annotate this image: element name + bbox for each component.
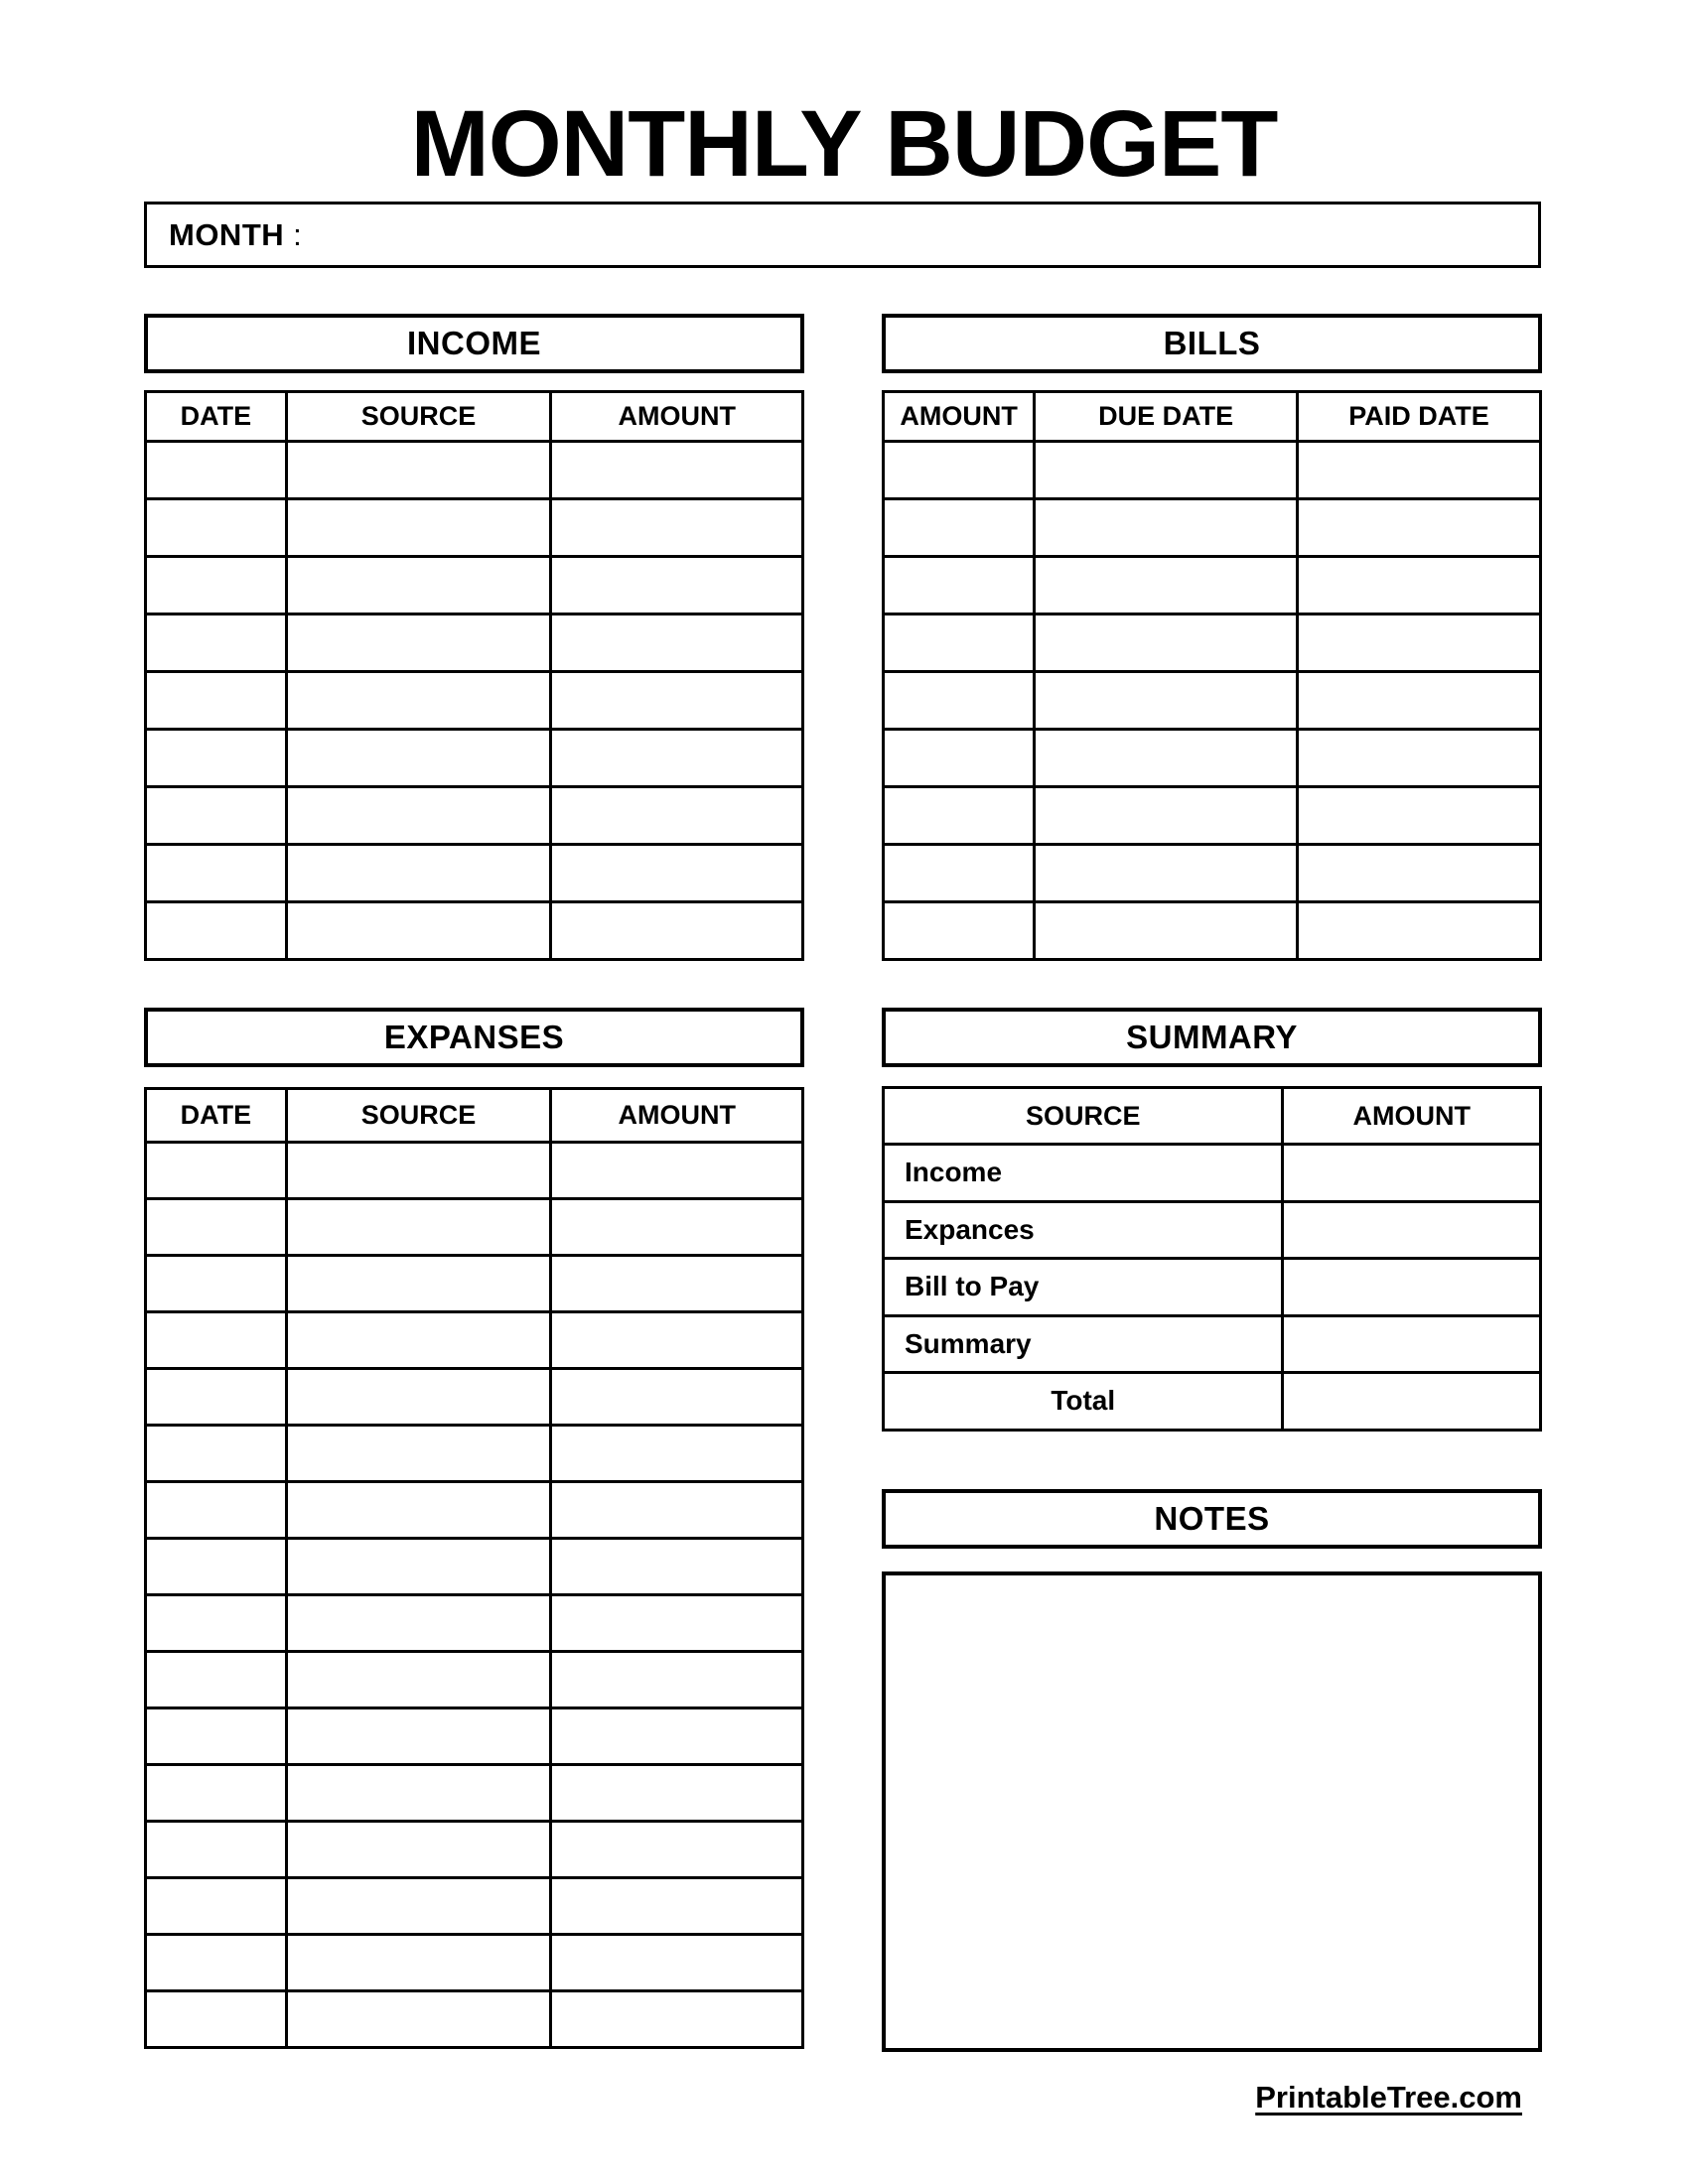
empty-cell [1298,730,1541,787]
bills-title: BILLS [882,314,1542,373]
empty-cell [146,1991,287,2048]
summary-amount-cell [1283,1315,1541,1373]
empty-cell [884,902,1035,960]
bills-col-due-date: DUE DATE [1035,392,1298,442]
expanses-col-date: DATE [146,1089,287,1143]
expanses-table-body [146,1143,803,2048]
empty-row [884,557,1541,614]
empty-cell [286,1991,551,2048]
summary-col-source: SOURCE [884,1088,1283,1145]
bills-table [882,390,1542,961]
income-col-source: SOURCE [286,392,551,442]
footer-website-link[interactable]: PrintableTree.com [1255,2080,1522,2115]
empty-row [146,1539,803,1595]
empty-cell [1035,614,1298,672]
summary-label-bill-to-pay: Bill to Pay [884,1259,1283,1316]
bills-header-row [884,392,1541,442]
income-col-amount: AMOUNT [551,392,803,442]
empty-cell [551,1878,803,1935]
empty-cell [146,1765,287,1822]
empty-cell [551,442,803,499]
content-grid [144,314,1542,2052]
empty-row [884,672,1541,730]
empty-cell [1298,499,1541,557]
empty-cell [286,1539,551,1595]
empty-row [146,1822,803,1878]
empty-row [884,902,1541,960]
empty-cell [286,614,551,672]
empty-cell [551,1991,803,2048]
empty-cell [146,1256,287,1312]
empty-row [146,1595,803,1652]
bills-col-paid-date: PAID DATE [1298,392,1541,442]
empty-row [146,902,803,960]
empty-cell [146,730,287,787]
empty-cell [551,845,803,902]
empty-row [146,557,803,614]
empty-cell [1298,902,1541,960]
notes-section [882,1489,1542,2052]
empty-cell [551,1482,803,1539]
summary-table-head [884,1088,1541,1145]
empty-cell [884,499,1035,557]
empty-cell [146,845,287,902]
summary-total-amount-cell [1283,1373,1541,1431]
empty-cell [884,672,1035,730]
empty-cell [1298,614,1541,672]
empty-row [146,845,803,902]
empty-cell [551,1256,803,1312]
notes-title: NOTES [882,1489,1542,1549]
expanses-table-head [146,1089,803,1143]
empty-row [146,1652,803,1708]
empty-cell [286,730,551,787]
empty-cell [551,1935,803,1991]
empty-cell [286,557,551,614]
empty-cell [146,1199,287,1256]
empty-cell [551,1708,803,1765]
empty-cell [146,1539,287,1595]
summary-table-body [884,1145,1541,1431]
summary-amount-cell [1283,1259,1541,1316]
summary-label-income: Income [884,1145,1283,1202]
month-field [144,202,1541,268]
empty-cell [551,1199,803,1256]
empty-cell [286,1256,551,1312]
summary-amount-cell [1283,1145,1541,1202]
empty-cell [1298,787,1541,845]
summary-section [882,1008,1542,1432]
summary-row-bill-to-pay [884,1259,1541,1316]
empty-row [884,442,1541,499]
summary-table [882,1086,1542,1432]
empty-cell [1035,442,1298,499]
empty-row [146,1426,803,1482]
summary-amount-cell [1283,1201,1541,1259]
empty-cell [146,1708,287,1765]
summary-total-label: Total [884,1373,1283,1431]
expanses-section [144,1008,804,2049]
empty-cell [551,672,803,730]
empty-cell [551,1652,803,1708]
right-column [882,314,1542,2052]
empty-row [146,1256,803,1312]
empty-row [146,1482,803,1539]
empty-row [146,1878,803,1935]
empty-cell [884,557,1035,614]
empty-cell [146,1369,287,1426]
empty-row [884,730,1541,787]
empty-cell [146,1143,287,1199]
empty-row [884,787,1541,845]
empty-row [146,1765,803,1822]
empty-cell [146,787,287,845]
empty-row [146,1199,803,1256]
month-label: MONTH [169,216,285,252]
income-title: INCOME [144,314,804,373]
empty-row [146,1143,803,1199]
summary-title: SUMMARY [882,1008,1542,1067]
empty-row [884,845,1541,902]
bills-col-amount: AMOUNT [884,392,1035,442]
empty-cell [286,902,551,960]
empty-cell [146,1312,287,1369]
empty-cell [1298,845,1541,902]
empty-cell [146,557,287,614]
empty-row [146,442,803,499]
empty-row [146,1312,803,1369]
expanses-header-row [146,1089,803,1143]
empty-row [146,1991,803,2048]
empty-row [146,787,803,845]
empty-cell [286,499,551,557]
income-header-row [146,392,803,442]
empty-cell [146,1878,287,1935]
empty-cell [286,787,551,845]
empty-cell [551,557,803,614]
income-table-head [146,392,803,442]
notes-box [882,1571,1542,2052]
empty-cell [286,1143,551,1199]
empty-cell [1298,557,1541,614]
bills-section [882,314,1542,961]
expanses-col-amount: AMOUNT [551,1089,803,1143]
empty-cell [146,499,287,557]
empty-row [146,1708,803,1765]
summary-total-row [884,1373,1541,1431]
empty-cell [884,730,1035,787]
empty-cell [286,1426,551,1482]
empty-row [146,499,803,557]
empty-cell [884,787,1035,845]
empty-cell [884,442,1035,499]
expanses-title: EXPANSES [144,1008,804,1067]
empty-cell [551,1822,803,1878]
empty-cell [146,1652,287,1708]
empty-cell [146,1482,287,1539]
empty-cell [146,614,287,672]
empty-cell [286,1482,551,1539]
empty-cell [1298,672,1541,730]
empty-row [146,672,803,730]
empty-row [146,730,803,787]
empty-cell [146,1935,287,1991]
empty-cell [286,1595,551,1652]
income-col-date: DATE [146,392,287,442]
empty-cell [146,1595,287,1652]
empty-cell [1035,845,1298,902]
empty-cell [1035,787,1298,845]
empty-cell [1035,730,1298,787]
summary-row-summary [884,1315,1541,1373]
expanses-table [144,1087,804,2049]
empty-cell [1298,442,1541,499]
empty-cell [286,672,551,730]
empty-cell [146,672,287,730]
empty-cell [286,1935,551,1991]
income-section [144,314,804,961]
empty-cell [286,1369,551,1426]
empty-row [884,614,1541,672]
empty-cell [286,442,551,499]
summary-label-expances: Expances [884,1201,1283,1259]
empty-cell [551,1595,803,1652]
empty-cell [551,614,803,672]
empty-cell [286,1822,551,1878]
empty-cell [286,1765,551,1822]
empty-cell [551,1143,803,1199]
empty-cell [551,1539,803,1595]
empty-row [884,499,1541,557]
empty-cell [146,902,287,960]
empty-cell [1035,557,1298,614]
empty-row [146,1935,803,1991]
empty-cell [1035,672,1298,730]
empty-cell [884,845,1035,902]
empty-cell [286,845,551,902]
bills-table-body [884,442,1541,960]
empty-cell [551,1426,803,1482]
empty-cell [551,1765,803,1822]
summary-header-row [884,1088,1541,1145]
page-title: MONTHLY BUDGET [410,91,1278,197]
summary-row-income [884,1145,1541,1202]
empty-cell [551,787,803,845]
empty-cell [884,614,1035,672]
empty-cell [551,902,803,960]
bills-table-head [884,392,1541,442]
empty-cell [146,1426,287,1482]
empty-cell [286,1878,551,1935]
empty-cell [286,1652,551,1708]
empty-cell [551,499,803,557]
empty-row [146,1369,803,1426]
month-colon: : [293,216,302,252]
empty-cell [551,730,803,787]
empty-cell [146,1822,287,1878]
empty-cell [551,1312,803,1369]
expanses-col-source: SOURCE [286,1089,551,1143]
income-table [144,390,804,961]
empty-cell [1035,902,1298,960]
empty-cell [286,1199,551,1256]
empty-cell [146,442,287,499]
summary-label-summary: Summary [884,1315,1283,1373]
empty-cell [551,1369,803,1426]
empty-cell [1035,499,1298,557]
empty-cell [286,1312,551,1369]
left-column [144,314,804,2052]
income-table-body [146,442,803,960]
empty-row [146,614,803,672]
summary-row-expances [884,1201,1541,1259]
empty-cell [286,1708,551,1765]
summary-col-amount: AMOUNT [1283,1088,1541,1145]
